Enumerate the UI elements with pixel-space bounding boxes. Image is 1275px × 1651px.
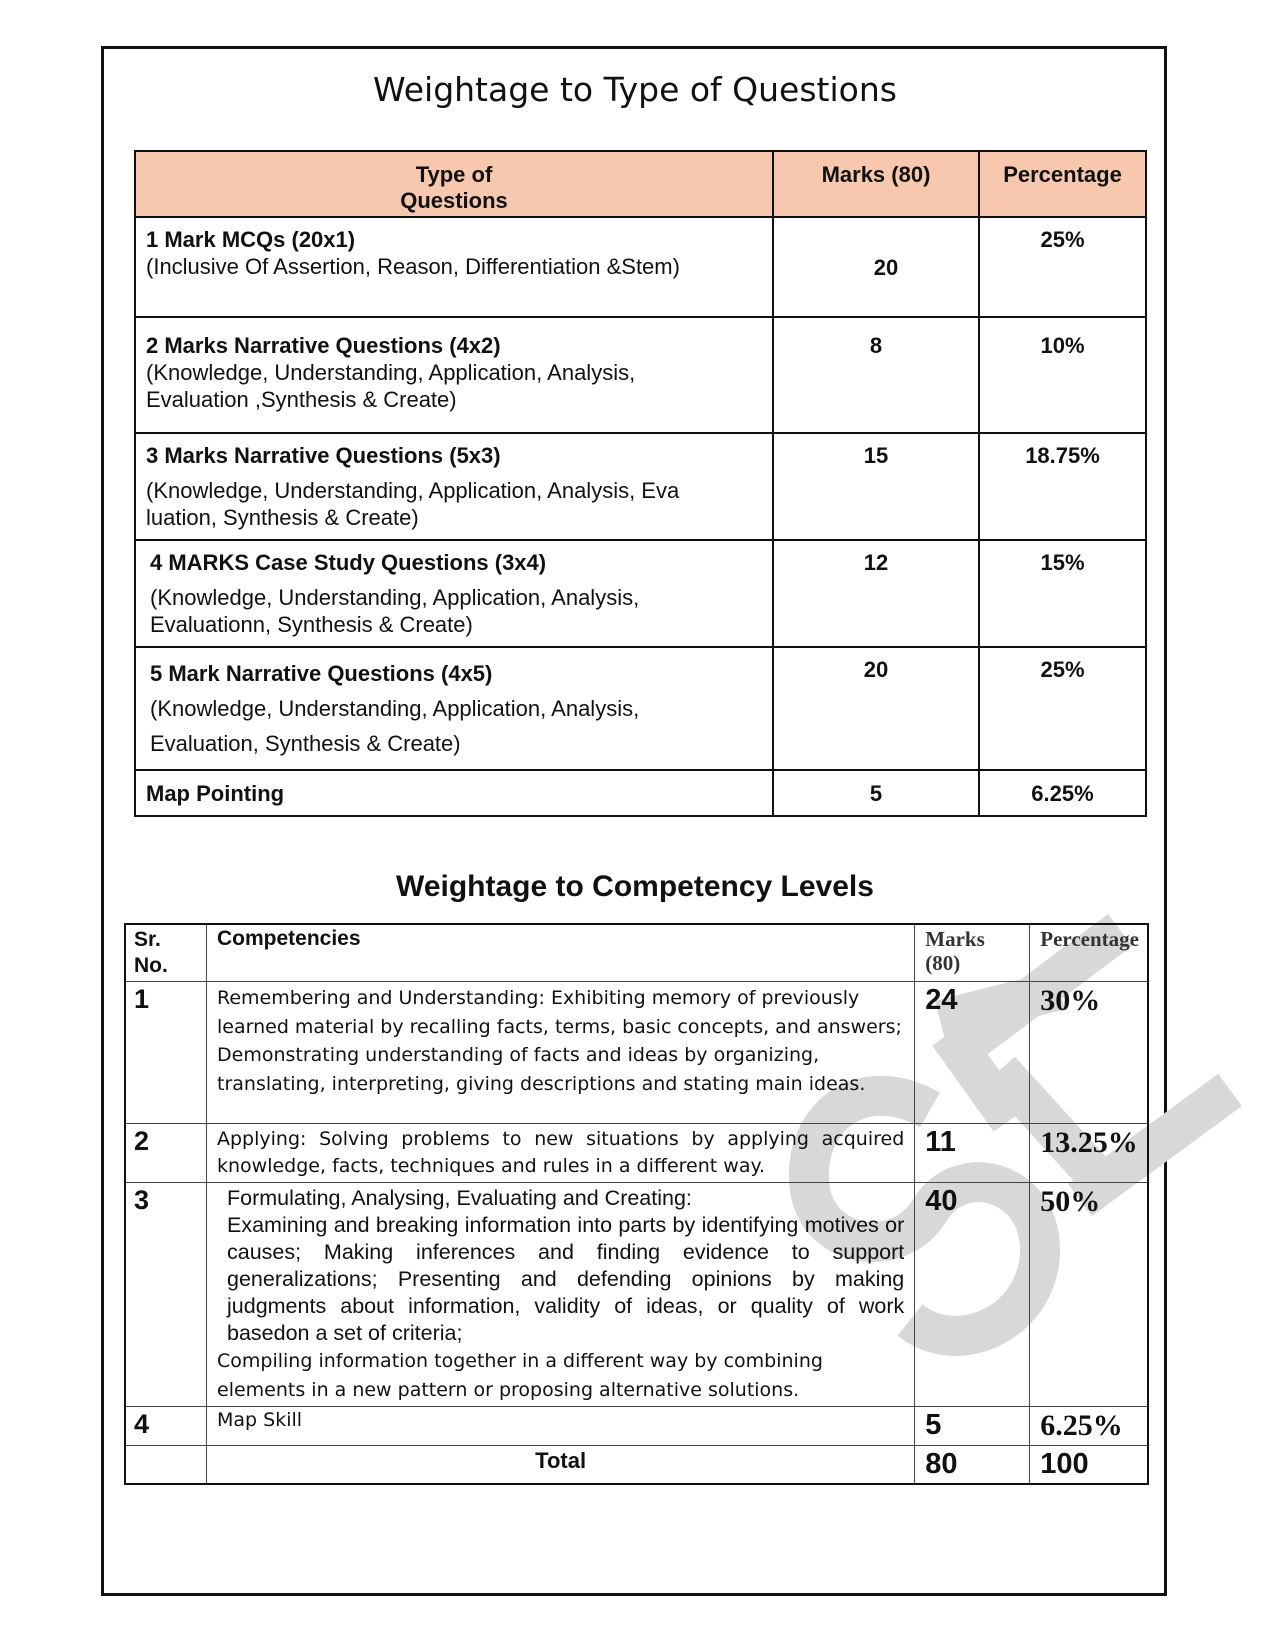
sr-no-cell: 3 [125,1183,207,1407]
section1-title: Weightage to Type of Questions [373,70,897,109]
marks-cell: 20 [773,647,979,770]
table-row [125,1124,1148,1183]
question-type-title: 5 Mark Narrative Questions (4x5) [150,661,493,686]
table-row [135,317,1146,433]
table-header-row [135,151,1146,217]
question-type-title: 2 Marks Narrative Questions (4x2) [146,333,501,358]
header-percentage: Percentage [1030,924,1148,982]
question-type-table [134,150,1147,817]
percentage-cell: 25% [979,647,1146,770]
marks-cell: 24 [915,982,1030,1124]
percentage-cell: 18.75% [979,433,1146,540]
percentage-cell: 30% [1030,982,1148,1124]
marks-cell: 12 [773,540,979,647]
question-type-desc: (Knowledge, Understanding, Application, Analysis, Evaluation, Synthesis & Create) [150,696,640,756]
marks-cell: 5 [915,1407,1030,1446]
table-row [135,217,1146,317]
competency-table [124,923,1149,1485]
question-type-title: 4 MARKS Case Study Questions (3x4) [150,550,547,575]
competency-text: Formulating, Analysing, Evaluating and Creating: Examining and breaking information into parts by identifying motives or causes; Making inferences and finding evidence to support generalizations; Presenting and defending opinions by making judgments about information, validity of ideas, or quality of work basedon a set of criteria; Compiling information together in a different way by combining elements in a new pattern or proposing alternative solutions. [207,1183,915,1407]
competency-text: Map Skill [207,1407,915,1446]
section2-title: Weightage to Competency Levels [396,870,874,903]
table-row [135,770,1146,816]
marks-cell: 15 [773,433,979,540]
sr-no-cell: 4 [125,1407,207,1446]
table-row [135,647,1146,770]
marks-cell: 8 [773,317,979,433]
percentage-cell: 6.25% [979,770,1146,816]
sr-no-cell: 1 [125,982,207,1124]
percentage-cell: 13.25% [1030,1124,1148,1183]
percentage-cell: 25% [979,217,1146,317]
competency-text: Applying: Solving problems to new situations by applying acquired knowledge, facts, techniques and rules in a different way. [207,1124,915,1183]
header-sr-no: Sr. No. [125,924,207,982]
question-type-title: Map Pointing [146,780,285,806]
competency-text: Remembering and Understanding: Exhibiting memory of previously learned material by recalling facts, terms, basic concepts, and answers; Demonstrating understanding of facts and ideas by organizing, translating, interpreting, giving descriptions and stating main ideas. [207,982,915,1124]
table-row [135,433,1146,540]
marks-cell: 11 [915,1124,1030,1183]
question-type-title: 1 Mark MCQs (20x1) [146,227,356,252]
marks-cell: 20 [773,217,979,317]
total-label: Total [207,1446,915,1485]
marks-cell: 5 [773,770,979,816]
total-percentage: 100 [1030,1446,1148,1485]
question-type-desc: (Knowledge, Understanding, Application, Analysis, Evaluation ,Synthesis & Create) [146,360,636,412]
marks-cell: 40 [915,1183,1030,1407]
question-type-desc: (Knowledge, Understanding, Application, Analysis, Evaluationn, Synthesis & Create) [150,585,640,637]
header-percentage: Percentage [979,151,1146,217]
percentage-cell: 10% [979,317,1146,433]
table-row [125,1407,1148,1446]
table-row [125,982,1148,1124]
header-type: Type of Questions [135,151,773,217]
table-header-row [125,924,1148,982]
question-type-desc: (Knowledge, Understanding, Application, Analysis, Eva luation, Synthesis & Create) [146,478,680,530]
total-row [125,1446,1148,1485]
header-marks: Marks (80) [773,151,979,217]
header-competencies: Competencies [207,924,915,982]
header-marks: Marks (80) [915,924,1030,982]
table-row [125,1183,1148,1407]
percentage-cell: 50% [1030,1183,1148,1407]
percentage-cell: 15% [979,540,1146,647]
question-type-desc: (Inclusive Of Assertion, Reason, Differentiation &Stem) [146,254,680,279]
percentage-cell: 6.25% [1030,1407,1148,1446]
table-row [135,540,1146,647]
total-marks: 80 [915,1446,1030,1485]
sr-no-cell: 2 [125,1124,207,1183]
question-type-title: 3 Marks Narrative Questions (5x3) [146,443,501,468]
